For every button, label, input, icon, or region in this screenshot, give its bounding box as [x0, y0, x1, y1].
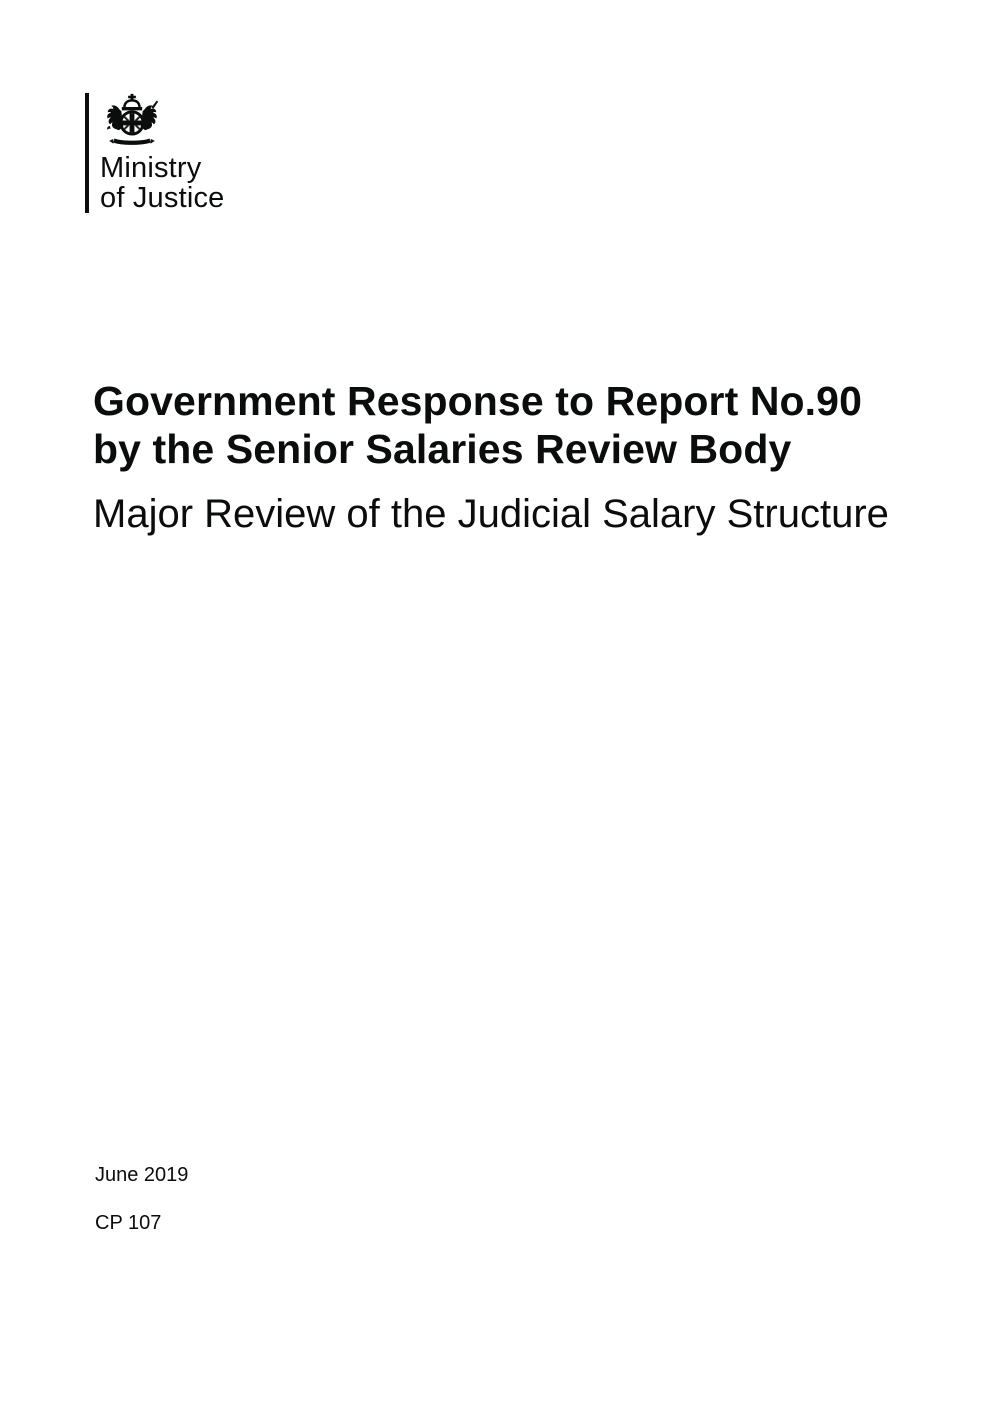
command-paper-number: CP 107 — [95, 1212, 162, 1234]
publication-date: June 2019 — [95, 1164, 189, 1186]
moj-logo — [85, 93, 225, 213]
document-subtitle: Major Review of the Judicial Salary Structure — [93, 492, 889, 536]
department-name-line2: of Justice — [100, 182, 225, 214]
document-title — [93, 377, 953, 473]
department-name-line1: Ministry — [100, 152, 202, 184]
title-line1: Government Response to Report No.90 — [93, 378, 862, 424]
title-line2: by the Senior Salaries Review Body — [93, 426, 792, 472]
royal-coat-of-arms-icon — [100, 93, 164, 149]
logo-vertical-bar — [85, 93, 89, 213]
department-name — [100, 153, 225, 213]
